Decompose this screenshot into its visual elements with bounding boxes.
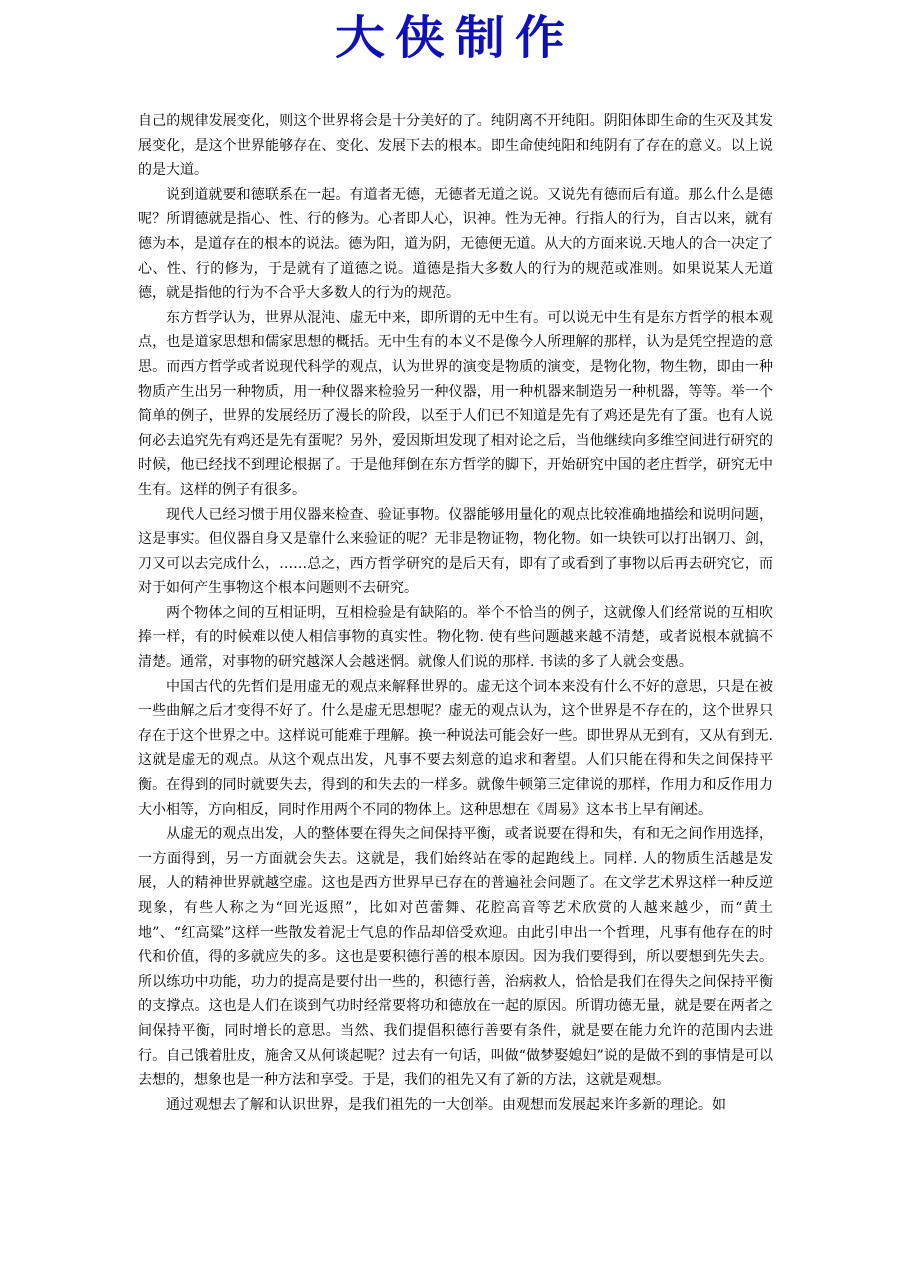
paragraph: 中国古代的先哲们是用虚无的观点来解释世界的。虚无这个词本来没有什么不好的意思，只是在被一些曲解之后才变得不好了。什么是虚无思想呢？虚无的观点认为，这个世界是不存在的，这个世界只存在于这个世界之中。这样说可能难于理解。换一种说法可能会好一些。即世界从无到有，又从有到无.这就是虚无的观点。从这个观点出发，凡事不要去刻意的追求和奢望。人们只能在得和失之间保持平衡。在得到的同时就要失去，得到的和失去的一样多。就像牛顿第三定律说的那样，作用力和反作用力大小相等，方向相反，同时作用两个不同的物体上。这种思想在《周易》这本书上早有阐述。 [138,678,773,818]
paragraph: 两个物体之间的互相证明，互相检验是有缺陷的。举个不恰当的例子，这就像人们经常说的互相吹捧一样，有的时候难以使人相信事物的真实性。物化物. 使有些问题越来越不清楚，或者说根本就搞不清楚。通常，对事物的研究越深人会越迷惘。就像人们说的那样. 书读的多了人就会变愚。 [138,604,773,671]
paragraph: 通过观想去了解和认识世界，是我们祖先的一大创举。由观想而发展起来许多新的理论。如 [166,1096,726,1113]
paragraph: 东方哲学认为，世界从混沌、虚无中来，即所谓的无中生有。可以说无中生有是东方哲学的根本观点，也是道家思想和儒家思想的概括。无中生有的本义不是像今人所理解的那样，认为是凭空捏造的意思。而西方哲学或者说现代科学的观点，认为世界的演变是物质的演变，是物化物，物生物，即由一种物质产生出另一种物质，用一种仪器来检验另一种仪器，用一种机器来制造另一种机器，等等。举一个简单的例子，世界的发展经历了漫长的阶段，以至于人们已不知道是先有了鸡还是先有了蛋。也有人说何必去追究先有鸡还是先有蛋呢？另外，爱因斯坦发现了相对论之后，当他继续向多维空间进行研究的时候，他已经找不到理论根据了。于是他拜倒在东方哲学的脚下，开始研究中国的老庄哲学，研究无中生有。这样的例子有很多。 [138,309,773,498]
banner-title: 大侠制作 [335,11,575,65]
paragraph: 从虚无的观点出发，人的整体要在得失之间保持平衡，或者说要在得和失，有和无之间作用选择，一方面得到，另一方面就会失去。这就是，我们始终站在零的起跑线上。同样. 人的物质生活越是发展，人的精神世界就越空虚。这也是西方世界早已存在的普遍社会问题了。在文学艺术界这样一种反逆现象，有些人称之为“回光返照”，比如对芭蕾舞、花腔高音等艺术欣赏的人越来越少，而“黄土地”、“红高粱”这样一些散发着泥士气息的作品却倍受欢迎。由此引申出一个哲理，凡事有他存在的时代和价值，得的多就应失的多。这也是要积德行善的根本原因。因为我们要得到，所以要想到先失去。所以练功中功能，功力的提高是要付出一些的，积德行善，治病救人，恰恰是我们在得失之间保持平衡的支撑点。这也是人们在谈到气功时经常要将功和德放在一起的原因。所谓功德无量，就是要在两者之间保持平衡，同时增长的意思。当然、我们提倡积德行善要有条件，就是要在能力允许的范围内去进行。自己饿着肚皮，施舍又从何谈起呢？过去有一句话，叫做“做梦娶媳妇”说的是做不到的事情是可以去想的，想象也是一种方法和享受。于是，我们的祖先又有了新的方法，这就是观想。 [138,826,773,1089]
paragraph: 现代人已经习惯于用仪器来检查、验证事物。仪器能够用量化的观点比较准确地描绘和说明问题，这是事实。但仪器自身又是靠什么来验证的呢？无非是物证物，物化物。如一块铁可以打出钢刀、剑，刀又可以去完成什么，……总之，西方哲学研究的是后天有，即有了或看到了事物以后再去研究它，而对于如何产生事物这个根本问题则不去研究。 [138,506,773,597]
page-banner [0,6,910,70]
paragraph: 说到道就要和德联系在一起。有道者无德，无德者无道之说。又说先有德而后有道。那么什么是德呢？所谓德就是指心、性、行的修为。心者即人心，识神。性为无神。行指人的行为，自古以来，就有德为本，是道存在的根本的说法。德为阳，道为阴，无德便无道。从大的方面来说.天地人的合一决定了心、性、行的修为，于是就有了道德之说。道德是指大多数人的行为的规范或准则。如果说某人无道德，就是指他的行为不合乎大多数人的行为的规范。 [138,186,773,302]
paragraph-continued: 自己的规律发展变化，则这个世界将会是十分美好的了。纯阴离不开纯阳。阴阳体即生命的生灭及其发展变化，是这个世界能够存在、变化、发展下去的根本。即生命使纯阳和纯阴有了存在的意义。以上说的是大道。 [138,113,773,179]
text-body [138,109,773,1117]
